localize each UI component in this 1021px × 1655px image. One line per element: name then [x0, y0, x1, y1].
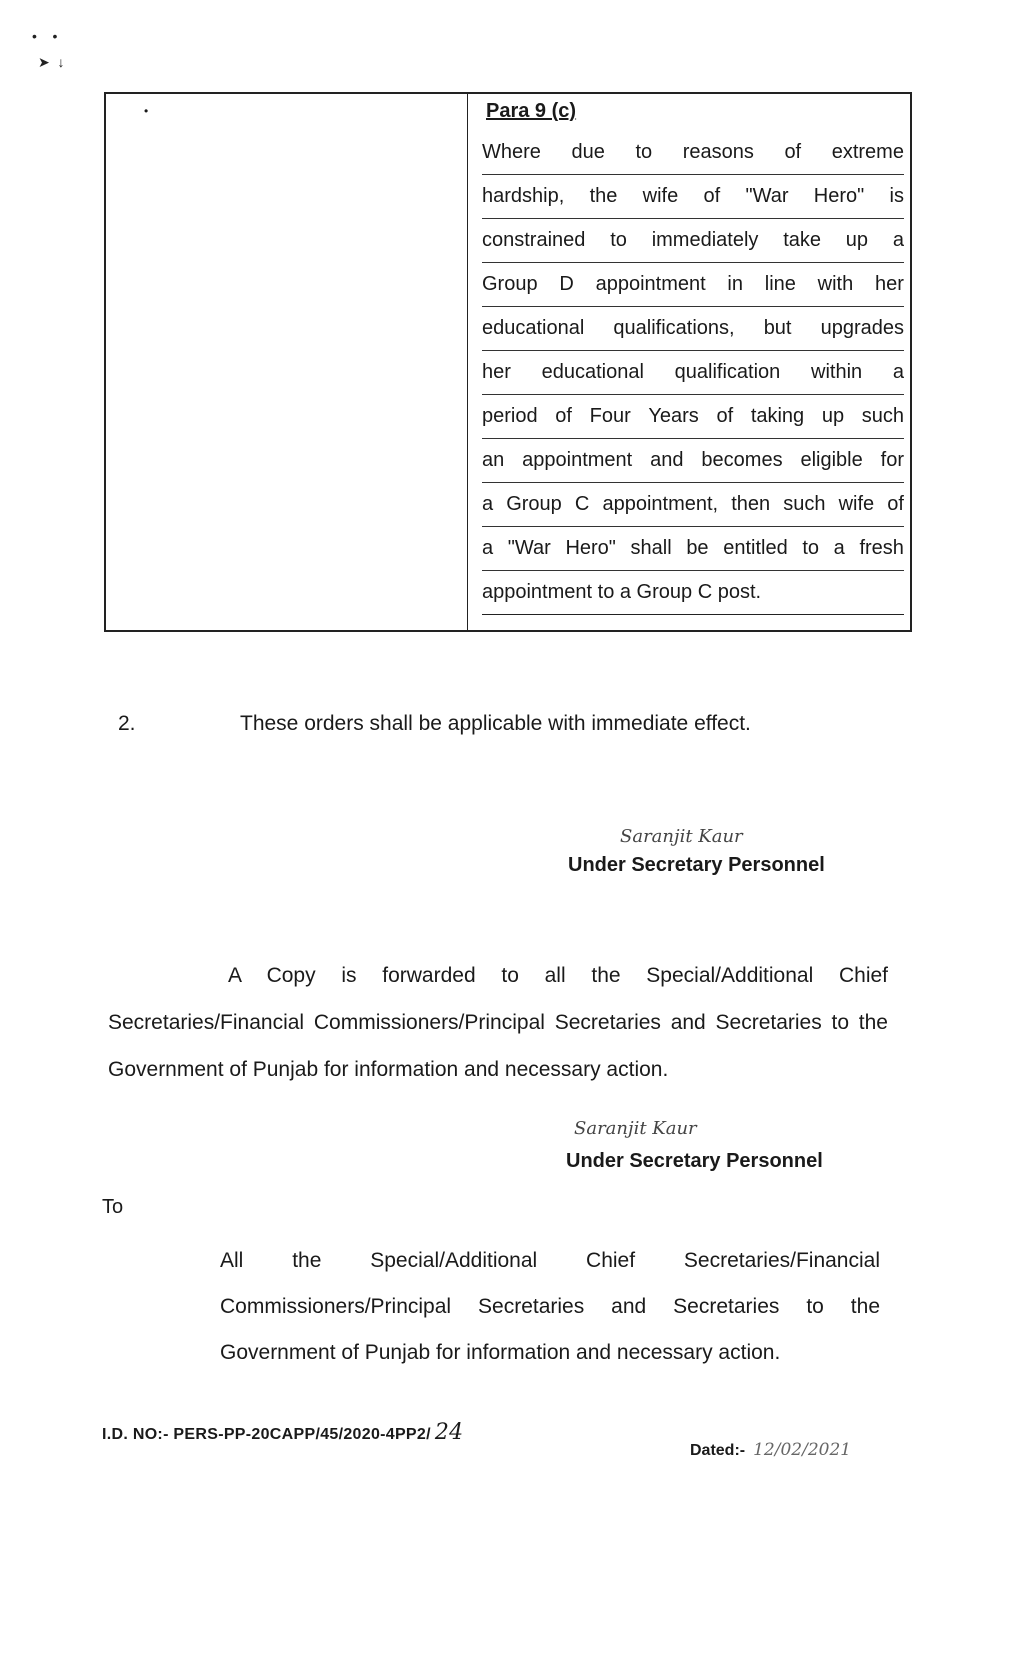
para-line: [482, 483, 904, 527]
para-heading: Para 9 (c): [486, 100, 577, 122]
para-word: of: [887, 493, 904, 515]
para-word: to: [635, 141, 653, 163]
para-word: Where: [482, 141, 541, 163]
para-word: "War: [745, 185, 789, 207]
table-left-column: [106, 94, 468, 630]
signature-1-title: Under Secretary Personnel: [568, 854, 825, 876]
para-word: constrained: [482, 229, 586, 251]
para-line: [482, 307, 904, 351]
para-word: of: [716, 405, 734, 427]
scan-artifact: •: [144, 104, 149, 118]
para-word: C: [574, 493, 590, 515]
para-word: appointment: [522, 449, 633, 471]
para-word: reasons: [682, 141, 754, 163]
para-word: Hero": [565, 537, 616, 559]
para-word: take: [783, 229, 821, 251]
signature-2: Saranjit Kaur: [574, 1118, 697, 1139]
para-word: "War: [507, 537, 551, 559]
to-paragraph: All the Special/Additional Chief Secretaries/Financial Commissioners/Principal Secretaries and Secretaries to the Government of Punjab for information and necessary action.: [220, 1249, 880, 1364]
para-lines: [482, 131, 904, 571]
to-label: To: [102, 1196, 124, 1218]
para-word: is: [889, 185, 904, 207]
para-line: [482, 527, 904, 571]
copy-forward-text: A Copy is forwarded to all the Special/Additional Chief Secretaries/Financial Commissioners/Principal Secretaries and Secretaries to the Government of Punjab for information and necessary action.: [108, 964, 888, 1081]
para-word: fresh: [859, 537, 904, 559]
para-word: hardship,: [482, 185, 565, 207]
signature-2-title: Under Secretary Personnel: [566, 1150, 823, 1172]
para-word: Group: [482, 273, 538, 295]
para-word: such: [783, 493, 826, 515]
para-line: [482, 351, 904, 395]
para-line: [482, 219, 904, 263]
dated-label: Dated:-: [690, 1442, 746, 1459]
scan-artifact: ➤ ↓: [38, 54, 65, 70]
point-text: These orders shall be applicable with immediate effect.: [240, 712, 751, 735]
para-word: Hero": [813, 185, 865, 207]
para-line: [482, 263, 904, 307]
id-number-label: I.D. NO:- PERS-PP-20CAPP/45/2020-4PP2/: [102, 1426, 431, 1443]
copy-forward-paragraph: [108, 952, 888, 1093]
dated: [690, 1440, 851, 1460]
para-line: [482, 131, 904, 175]
para-word: of: [703, 185, 721, 207]
para-word: then: [731, 493, 771, 515]
para-word: with: [817, 273, 854, 295]
para-word: the: [589, 185, 618, 207]
para-last-line-text: appointment to a Group C post.: [482, 581, 762, 603]
para-word: to: [610, 229, 627, 251]
para-word: a: [833, 537, 845, 559]
para-word: but: [763, 317, 792, 339]
para-word: Four: [589, 405, 631, 427]
id-number: [102, 1420, 463, 1445]
para-word: period: [482, 405, 538, 427]
para-word: and: [650, 449, 684, 471]
para-word: qualifications,: [613, 317, 735, 339]
para-word: taking: [750, 405, 805, 427]
para-word: educational: [482, 317, 585, 339]
para-line: [482, 439, 904, 483]
para-word: upgrades: [820, 317, 904, 339]
para-word: be: [686, 537, 709, 559]
para-word: up: [821, 405, 845, 427]
para-word: educational: [541, 361, 644, 383]
para-word: such: [861, 405, 904, 427]
para-word: within: [811, 361, 863, 383]
para-word: line: [764, 273, 796, 295]
para-word: her: [875, 273, 904, 295]
table-right-column: [468, 94, 910, 630]
signature-1: Saranjit Kaur: [620, 826, 743, 847]
point-number: 2.: [118, 712, 136, 735]
para-word: to: [802, 537, 820, 559]
para-word: appointment: [595, 273, 706, 295]
para-word: eligible: [800, 449, 863, 471]
para-word: up: [845, 229, 869, 251]
scan-artifact: • •: [32, 28, 58, 44]
para-word: of: [555, 405, 572, 427]
para-word: wife: [642, 185, 679, 207]
para-word: a: [482, 537, 494, 559]
para-word: a: [482, 493, 494, 515]
para-word: for: [880, 449, 904, 471]
para-word: entitled: [723, 537, 788, 559]
dated-handwritten: 12/02/2021: [753, 1440, 852, 1460]
para-word: immediately: [651, 229, 759, 251]
para-line: [482, 395, 904, 439]
para-word: extreme: [831, 141, 904, 163]
para-word: a: [892, 361, 904, 383]
para-word: due: [571, 141, 605, 163]
para-word: of: [784, 141, 802, 163]
para-word: shall: [630, 537, 672, 559]
paragraph-table: [104, 92, 912, 632]
para-word: a: [892, 229, 904, 251]
para-word: Group: [506, 493, 562, 515]
para-last-line: [482, 571, 904, 615]
para-word: wife: [838, 493, 875, 515]
para-word: D: [559, 273, 574, 295]
para-word: her: [482, 361, 511, 383]
para-line: [482, 175, 904, 219]
para-word: in: [727, 273, 743, 295]
id-number-handwritten: 24: [434, 1420, 464, 1445]
para-word: appointment,: [602, 493, 719, 515]
para-word: becomes: [701, 449, 783, 471]
para-word: an: [482, 449, 505, 471]
para-word: Years: [648, 405, 699, 427]
para-word: qualification: [674, 361, 781, 383]
